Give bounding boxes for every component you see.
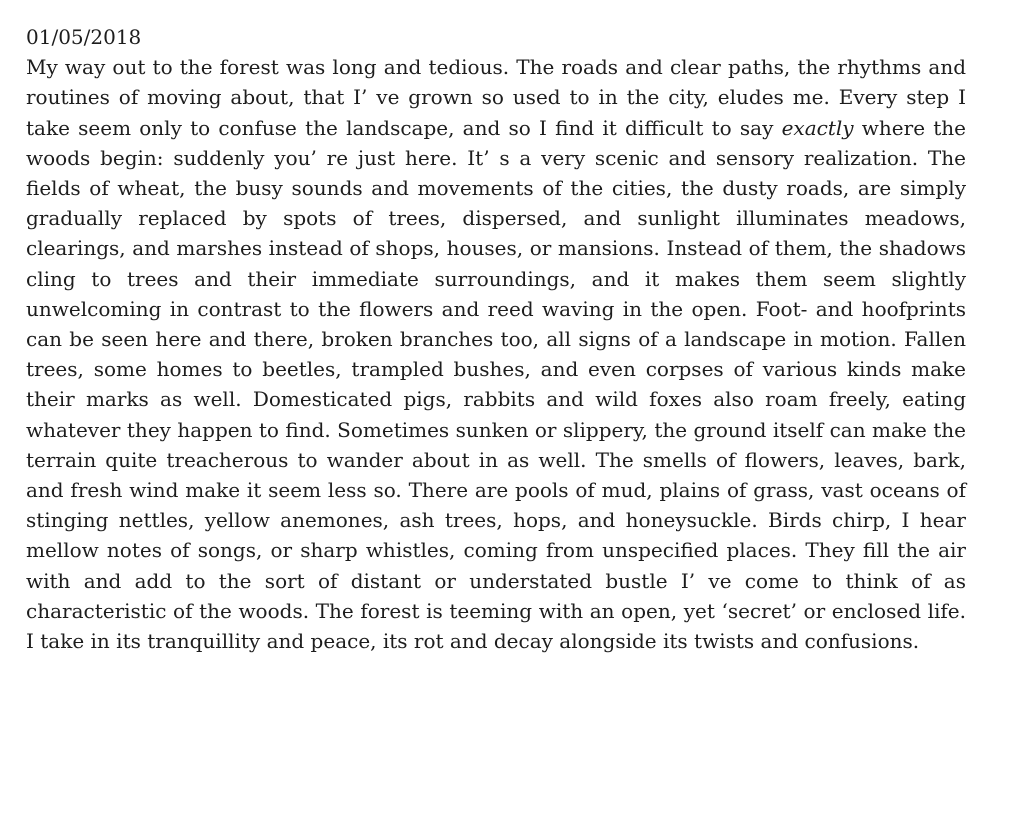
body-paragraph xyxy=(26,52,966,656)
document-page xyxy=(26,22,966,656)
paragraph-text-part-2: where the woods begin: suddenly you’ re just here. It’ s a very scenic and sensory realization. The fields of wheat, the busy sounds and movements of the cities, the dusty roads, are simply gradually replaced by spots of trees, dispersed, and sunlight illuminates meadows, clearings, and marshes instead of shops, houses, or mansions. Instead of them, the shadows cling to trees and their immediate surroundings, and it makes them seem slightly unwelcoming in contrast to the flowers and reed waving in the open. Foot- and hoofprints can be seen here and there, broken branches too, all signs of a landscape in motion. Fallen trees, some homes to beetles, trampled bushes, and even corpses of various kinds make their marks as well. Domesticated pigs, rabbits and wild foxes also roam freely, eating whatever they happen to find. Sometimes sunken or slippery, the ground itself can make the terrain quite treacherous to wander about in as well. The smells of flowers, leaves, bark, and fresh wind make it seem less so. There are pools of mud, plains of grass, vast oceans of stinging nettles, yellow anemones, ash trees, hops, and honeysuckle. Birds chirp, I hear mellow notes of songs, or sharp whistles, coming from unspecified places. They fill the air with and add to the sort of distant or understated bustle I’ ve come to think of as characteristic of the woods. The forest is teeming with an open, yet ‘secret’ or enclosed life. I take in its tranquillity and peace, its rot and decay alongside its twists and confusions. xyxy=(26,115,966,654)
paragraph-text-part-1: My way out to the forest was long and tedious. The roads and clear paths, the rhythms and routines of moving about, that I’ ve grown so used to in the city, eludes me. Every step I take seem only to confuse the landscape, and so I find it difficult to say xyxy=(26,55,966,140)
emphasized-word: exactly xyxy=(781,115,854,140)
entry-date: 01/05/2018 xyxy=(26,25,142,49)
